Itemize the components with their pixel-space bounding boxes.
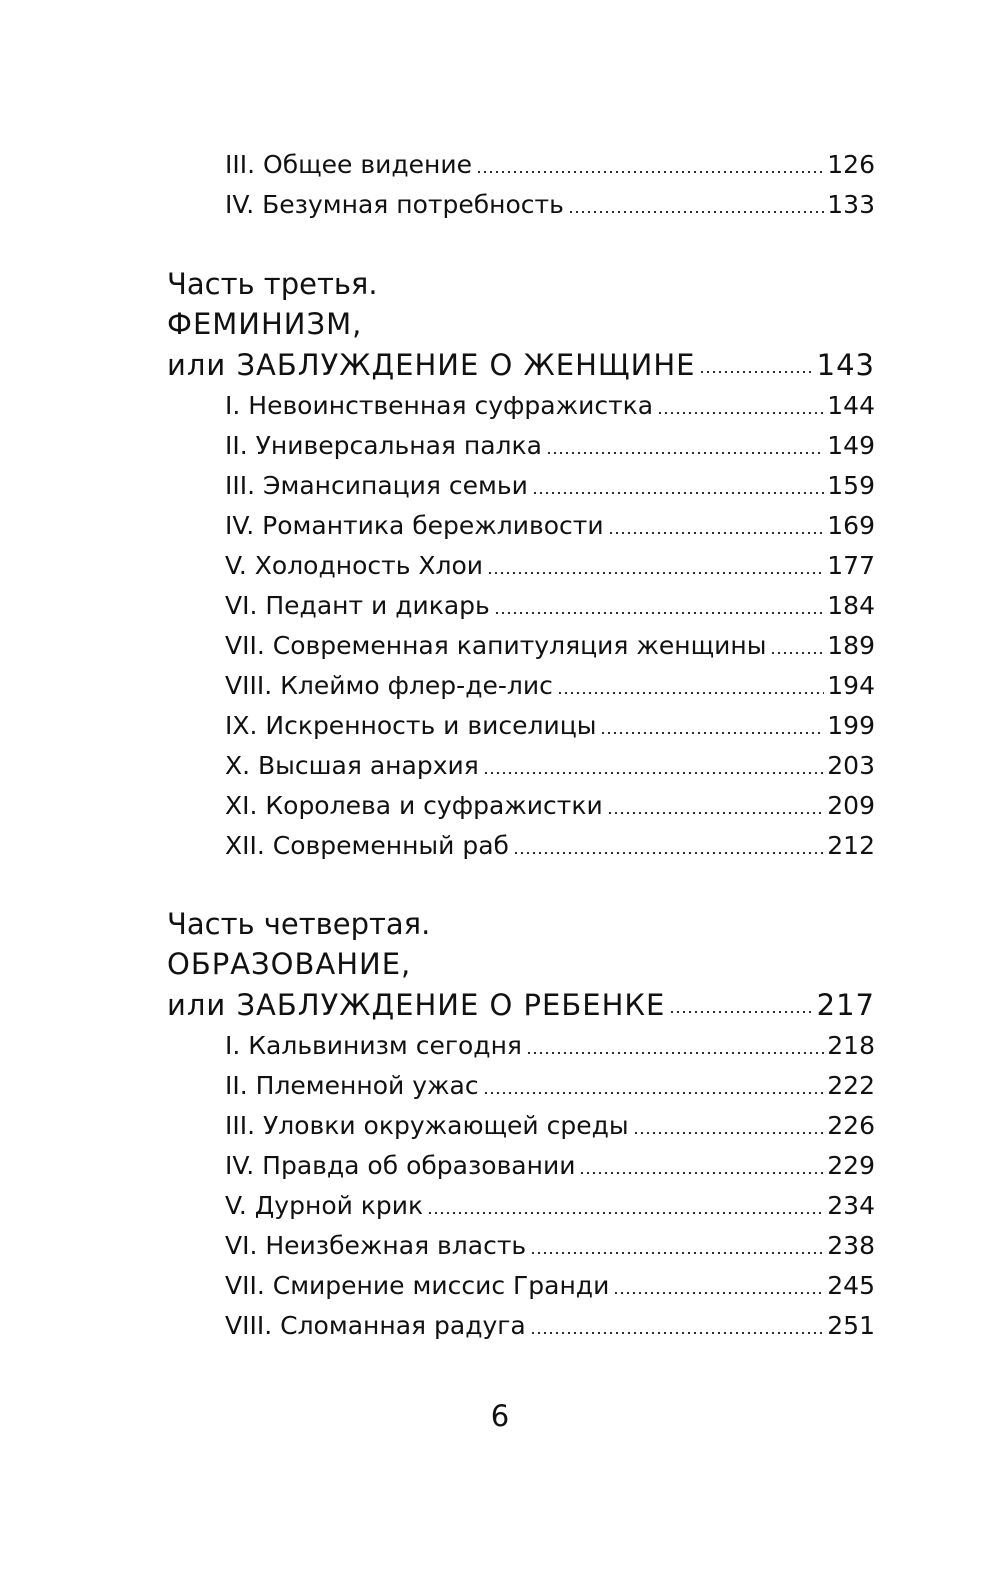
toc-entry-title: VII. Смирение миссис Гранди xyxy=(225,1271,610,1300)
toc-entry-title: I. Невоинственная суфражистка xyxy=(225,391,654,420)
leader-dots xyxy=(483,772,825,774)
toc-entry-title: V. Дурной крик xyxy=(225,1191,424,1220)
toc-entry-title: II. Универсальная палка xyxy=(225,431,542,460)
toc-entry-title: IV. Правда об образовании xyxy=(225,1151,576,1180)
toc-entry-page: 226 xyxy=(827,1111,875,1140)
leader-dots xyxy=(530,1332,825,1334)
leader-dots xyxy=(494,612,825,614)
leader-dots xyxy=(579,1172,824,1174)
leader-dots xyxy=(657,412,824,414)
toc-entry xyxy=(225,1021,875,1061)
toc-entry xyxy=(225,501,875,541)
leader-dots xyxy=(600,732,824,734)
toc-entry xyxy=(225,381,875,421)
toc-entry-page: 126 xyxy=(827,150,875,179)
part4-label: Часть четвертая. xyxy=(167,907,431,941)
toc-entry-title: III. Общее видение xyxy=(225,150,472,179)
toc-entry-page: 238 xyxy=(827,1231,875,1260)
toc-entry-title: VII. Современная капитуляция женщины xyxy=(225,631,767,660)
leader-dots xyxy=(513,852,824,854)
toc-entry-page: 159 xyxy=(827,471,875,500)
toc-entry-page: 169 xyxy=(827,511,875,540)
leader-dots xyxy=(427,1212,824,1214)
part4-subheading: или ЗАБЛУЖДЕНИЕ О РЕБЕНКЕ xyxy=(167,988,666,1022)
toc-entry-page: 199 xyxy=(827,711,875,740)
toc-entry-title: IV. Романтика бережливости xyxy=(225,511,604,540)
leader-dots xyxy=(669,1011,813,1013)
part4-subheading-row xyxy=(167,980,875,1020)
toc-entry xyxy=(225,1101,875,1141)
toc-entry-title: VIII. Клеймо флер-де-лис xyxy=(225,671,553,700)
part4-page: 217 xyxy=(816,988,875,1022)
leader-dots xyxy=(608,532,825,534)
toc-entry xyxy=(225,1181,875,1221)
toc-entry-page: 229 xyxy=(827,1151,875,1180)
page-number: 6 xyxy=(490,1399,510,1433)
toc-entry-title: VI. Педант и дикарь xyxy=(225,591,490,620)
part3-subheading-row xyxy=(167,340,875,380)
toc-entry-page: 194 xyxy=(827,671,875,700)
part3-page: 143 xyxy=(816,348,875,382)
toc-entry xyxy=(225,1301,875,1341)
toc-entry xyxy=(225,741,875,781)
leader-dots xyxy=(607,812,825,814)
part3-subheading: или ЗАБЛУЖДЕНИЕ О ЖЕНЩИНЕ xyxy=(167,348,696,382)
toc-entry xyxy=(225,461,875,501)
toc-entry xyxy=(225,781,875,821)
toc-entry-page: 251 xyxy=(827,1311,875,1340)
leader-dots xyxy=(699,371,813,373)
toc-entry xyxy=(225,140,875,180)
toc-entry xyxy=(225,661,875,701)
part4-heading: ОБРАЗОВАНИЕ, xyxy=(167,947,412,981)
toc-entry xyxy=(225,1061,875,1101)
toc-entry-title: III. Уловки окружающей среды xyxy=(225,1111,629,1140)
toc-entry xyxy=(225,421,875,461)
part3-heading: ФЕМИНИЗМ, xyxy=(167,307,363,341)
toc-entry-page: 222 xyxy=(827,1071,875,1100)
toc-entry-page: 189 xyxy=(827,631,875,660)
toc-entry-page: 184 xyxy=(827,591,875,620)
toc-entry xyxy=(225,180,875,220)
toc-entry-title: XI. Королева и суфражистки xyxy=(225,791,603,820)
toc-entry-title: III. Эмансипация семьи xyxy=(225,471,528,500)
toc-entry-title: XII. Современный раб xyxy=(225,831,509,860)
toc-entry-page: 234 xyxy=(827,1191,875,1220)
toc-entry-title: IV. Безумная потребность xyxy=(225,190,564,219)
toc-entry-page: 177 xyxy=(827,551,875,580)
leader-dots xyxy=(568,211,824,213)
leader-dots xyxy=(483,1092,825,1094)
toc-entry xyxy=(225,701,875,741)
toc-entry-title: I. Кальвинизм сегодня xyxy=(225,1031,522,1060)
leader-dots xyxy=(487,572,824,574)
leader-dots xyxy=(633,1132,825,1134)
toc-entry xyxy=(225,621,875,661)
toc-entry-title: X. Высшая анархия xyxy=(225,751,479,780)
leader-dots xyxy=(532,492,824,494)
toc-entry-page: 203 xyxy=(827,751,875,780)
toc-entry xyxy=(225,1221,875,1261)
toc-entry xyxy=(225,581,875,621)
toc-entry-title: V. Холодность Хлои xyxy=(225,551,484,580)
leader-dots xyxy=(476,171,824,173)
leader-dots xyxy=(526,1052,824,1054)
toc-entry-page: 245 xyxy=(827,1271,875,1300)
leader-dots xyxy=(546,452,824,454)
leader-dots xyxy=(530,1252,824,1254)
toc-entry-page: 133 xyxy=(827,190,875,219)
toc-entry xyxy=(225,1261,875,1301)
toc-entry-title: II. Племенной ужас xyxy=(225,1071,479,1100)
leader-dots xyxy=(613,1292,824,1294)
toc-entry-page: 149 xyxy=(827,431,875,460)
part3-label: Часть третья. xyxy=(167,267,378,301)
toc-entry-page: 209 xyxy=(827,791,875,820)
toc-entry-page: 212 xyxy=(827,831,875,860)
toc-entry-page: 218 xyxy=(827,1031,875,1060)
leader-dots xyxy=(770,652,824,654)
leader-dots xyxy=(557,692,824,694)
toc-entry xyxy=(225,821,875,861)
toc-entry-title: VIII. Сломанная радуга xyxy=(225,1311,526,1340)
toc-entry-page: 144 xyxy=(827,391,875,420)
toc-entry xyxy=(225,1141,875,1181)
toc-entry xyxy=(225,541,875,581)
toc-entry-title: VI. Неизбежная власть xyxy=(225,1231,527,1260)
toc-entry-title: IX. Искренность и виселицы xyxy=(225,711,597,740)
